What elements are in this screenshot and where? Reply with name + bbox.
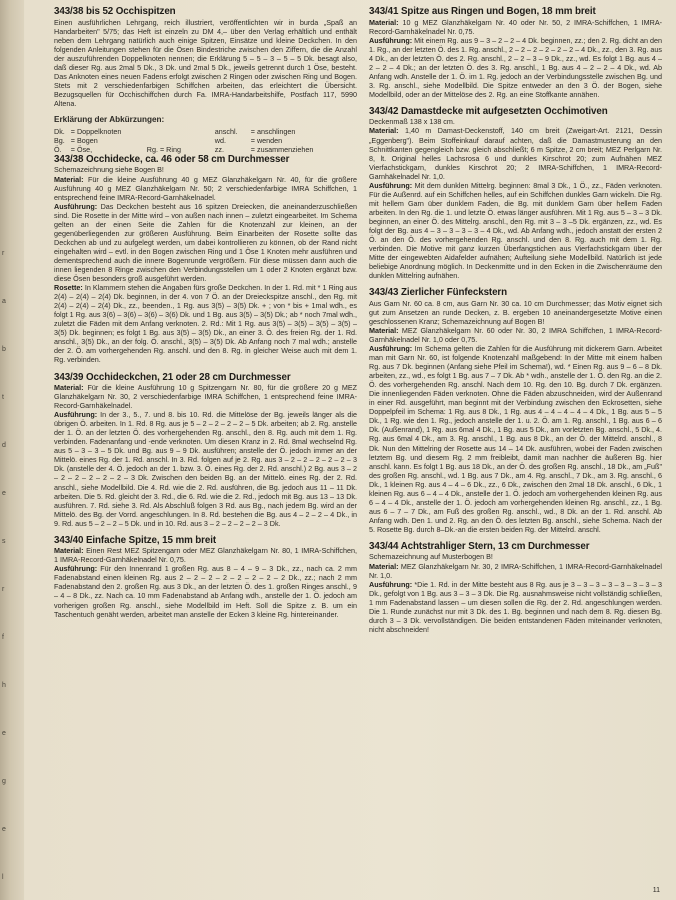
legend-meaning: = Doppelknoten [70, 126, 122, 136]
left-column [54, 6, 357, 886]
material-label: Material: [54, 174, 84, 184]
legend-abbr: anschl. [214, 126, 238, 136]
instructions-label: Ausführung: [54, 201, 98, 211]
gutter-mark: d [2, 442, 6, 449]
instructions-paragraph [54, 564, 357, 618]
gutter-mark: a [2, 298, 6, 305]
section-title: 343/39 Occhideckchen, 21 oder 28 cm Durchmesser [54, 371, 291, 383]
section-subtitle: Schemazeichnung auf Musterbogen B! [369, 552, 493, 562]
legend-abbr: Ö. [54, 144, 62, 154]
gutter-mark: g [2, 778, 6, 785]
legend-extra [147, 127, 215, 136]
gutter-mark: l [2, 874, 4, 881]
material-label: Material: [369, 126, 399, 136]
section-title: 343/42 Damastdecke mit aufgesetzten Occhimotiven [369, 105, 608, 117]
section-343-42 [369, 106, 662, 280]
rosette-paragraph [54, 283, 357, 364]
instructions-label: Ausführung: [369, 344, 413, 353]
rosette-text: In Klammern stehen die Angaben fürs große Deckchen. In der 1. Rd. mit * 1 Ring aus 2(4) – 2(4) – 2(4) Dk. beginnen, in der 4. von 7 Ö. an der Dreieckspitze anschl., den Rg. mit 2(4) – 2(4) – 2(4) Dk., zz., beenden., 1 Rg. aus 3(5) – 3(5) Dk. + ; von * bis + 1mal wdh., es folgt 1 Rg. aus 3(6) – 3(6) – 3(6) – 3(6) Dk. und 1 Bg. aus 3(5) – 3(5) Dk.; ab * noch 7mal wdh., zuletzt die Fäden mit dem Anfang verknoten. 2. Rd.: Mit 1 Rg. aus 3(5) – 3(5) – 3(5) – 3(5) – 3(5) Dk. beginnen; es folgt 1 Bg. aus 3(5) – 3(5) Dk., an einer 3. Ö. des freien Rg. der 1. Rd. anschl., 3(5) Dk., an der folg. Ö. anschl., 3(5) – 3(5) Dk. Ab Anfang noch 7 mal wdh.; anstelle der 2. Ö. am vorhergehenden Rg. anschl. und den 8. Rg. in gleicher Weise auch mit dem 1. Rg. verbinden. [54, 283, 357, 365]
legend-meaning: = anschlingen [250, 126, 296, 136]
section-subtitle: Aus Garn Nr. 60 ca. 8 cm, aus Garn Nr. 30 ca. 10 cm Durchmesser; das Motiv eignet sich gut zum Ansetzen an runde Decken, z. B. ergeben 10 aneinandergesetzte Motive einen geschlossenen Kranz; Schemazeichnung auf Bogen B! [369, 298, 662, 326]
section-title: 343/41 Spitze aus Ringen und Bogen, 18 mm breit [369, 6, 596, 17]
material-text: 10 g MEZ Glanzhäkelgarn Nr. 40 oder Nr. 50, 2 IMRA-Schiffchen, 1 IMRA-Record-Garnhäkelnadel Nr. 0,75. [369, 17, 662, 36]
legend-abbr: Dk. [54, 126, 65, 136]
instructions-label: Ausführung: [54, 410, 98, 420]
gutter-mark: e [2, 490, 6, 497]
material-text: Für die kleine Ausführung 40 g MEZ Glanzhäkelgarn Nr. 40, für die größere Ausführung 40 g MEZ Glanzhäkelgarn Nr. 50; 2 verschiedenfarbige IMRA Schiffchen, 1 entsprechend feine IMRA-Record-Garnhäkelnadel. [54, 174, 357, 202]
instructions-label: Ausführung: [369, 35, 413, 45]
legend-extra: Rg. = Ring [146, 144, 181, 154]
section-title: 343/44 Achtstrahliger Stern, 13 cm Durchmesser [369, 540, 590, 552]
abbreviations-legend [54, 115, 357, 154]
legend-row [54, 127, 319, 136]
instructions-text: Für den Innenrand 1 großen Rg. aus 8 – 4 – 9 – 3 Dk., zz., nach ca. 2 mm Fadenabstand einen kleinen Rg. aus 2 – 2 – 2 – 2 – 2 – 2 – 2 – 2 Dk., zz.; nach 2 mm Fadenabstand den 2. großen Rg. aus 3 Dk., an der letzten Ö. des 1. großen Ringes anschl., 9 – 4 – 8 Dk., zz. Nach ca. 10 mm Fadenabstand ab Anfang wdh., anstelle der 1. Ö. jedoch am vorherigen großen Rg. anschl., siehe Modellbild im Heft. Soll die Spitze z. B. um ein Taschentuch genäht werden, arbeitet man anstelle der Ecken 3 kleine Rg. hintereinander. [54, 564, 357, 619]
legend-meaning: = Bogen [70, 135, 98, 145]
material-paragraph [54, 175, 357, 202]
section-343-41 [369, 6, 662, 99]
material-paragraph [369, 126, 662, 180]
instructions-paragraph [369, 344, 662, 534]
instructions-paragraph [369, 36, 662, 99]
legend-row [54, 136, 319, 145]
instructions-label: Ausführung: [369, 579, 413, 589]
material-text: Einen Rest MEZ Spitzengarn oder MEZ Glanzhäkelgarn Nr. 80, 1 IMRA-Schiffchen, 1 IMRA-Record-Garnhäkelnadel Nr. 0,75. [54, 546, 357, 565]
material-paragraph [54, 546, 357, 564]
legend-meaning: = zusammenziehen [250, 144, 314, 154]
legend-abbr: zz. [214, 144, 224, 154]
instructions-label: Ausführung: [54, 564, 98, 574]
section-343-44 [369, 541, 662, 634]
intro-text: Einen ausführlichen Lehrgang, reich illustriert, veröffentlichten wir in burda „Spaß an Handarbeiten" 5/75; das Heft ist einzeln zu DM 4,– über den Verlag erhältlich und enthält neben dem Lehrgang natürlich auch einige Spitzen, Einsätze und kleine Deckchen. In den folgenden Anleitungen stehen für die Ösen Bindestriche zwischen den Ziffern, die die Anzahl der auszuführenden Doppelknoten nennen; die Erklärung 5 – 5 – 3 – 5 – 5 Dk. besagt also, daß dieser Rg. aus 2mal 5 Dk., 3 Dk. und 2mal 5 Dk., jeweils getrennt durch 1 Öse, besteht. Das Anknoten eines neuen Fadens erfolgt zwischen 2 Ringen oder zwischen Ring und Bogen. Stets mit 2 verschiedenfarbigen Schiffchen arbeiten, das erleichtert die Übersicht. Bezugsquellen für Occhischiffchen durch Fa. IMRA-Handarbeitshilfe, Postfach 117, 5990 Altena. [54, 17, 357, 108]
section-intro [54, 6, 357, 108]
legend-row [54, 145, 319, 154]
legend-abbr: wd. [214, 135, 226, 145]
material-paragraph [369, 18, 662, 36]
material-label: Material: [369, 325, 399, 335]
section-title: 343/38 Occhidecke, ca. 46 oder 58 cm Durchmesser [54, 153, 290, 165]
section-343-39 [54, 372, 357, 528]
legend-meaning: = wenden [250, 135, 283, 145]
right-column [369, 6, 662, 886]
material-label: Material: [369, 561, 399, 571]
instructions-text: Im Schema gelten die Zahlen für die Ausführung mit dickerem Garn. Arbeitet man mit Garn Nr. 60, ist folgende Knotenzahl maßgebend: In der Mitte mit einem halben Rg. aus 7 Dk. beginnen (Anfang siehe Pfeil im Schema!), wd. * Einen Rg. aus 9 – 6 – 8 Dk. arbeiten, zz., wd., es folgt 1 Bg. aus 7 – 7 Dk. Ab * wdh., anstelle der 1. Ö. den Rg. an die 2. Ö. des vorhergehenden Rg. anschl. Nach dem 10. Rg. den 10. Bg. durch 7 Dk. ergänzen. Die innenliegenden Fäden verknoten. Ohne die Fäden abzuschneiden, wird der Außenrand in einer Rd. ausgeführt, man beginnt mit der Verbindung zwischen den Eckrosetten, siehe Doppelpfeil im Schema: 1 Rg. aus 8 Dk., 1 Rg. aus 4 – 4 – 4 – 4 – 4 Dk., 1 Bg. aus 5 – 5 Dk., 1 Rg. wie den 1. Rg., jedoch anstelle der 1. u. 2. Ö. am 1. Rg. anschl., 1 Bg. aus 6 – 6 Dk. (Außenrand), 1 Rg. aus 6mal 4 Dk., 1 Bg. aus 5 Dk., am vorletzten Bg. anschl., 5 Dk., 4. Rg. aus 6mal 4 Dk., am 3. Rg. anschl., 1 Bg. aus 8 Dk., an der Ö. der Mittelrd. anschl., 8 Dk. Nun den Mittelring der Rosette aus 14 – 14 Dk. ausführen, wobei der Faden zwischen letztem Bg. und diesem Rg. 2 mm freibleibt, damit man nachher die äußeren Bg. hier anschl. kann. Es folgt 1 Bg. aus 18 Dk., an der Ö. des großen Rg. anschl., 18 Dk., am „Fuß" des großen Rg. anschl., wd. 1 Bg. aus 7 Dk., am 4. Rg. anschl., 7 Dk., am 3. Rg. anschl., 6 Dk., 1 kleinen Rg. aus 4 – 4 – 6 Dk., zz., 6 Dk., zwischen den 2mal 18 Dk. anschl., 6 Dk., 1 kleinen Rg. aus 6 – 4 – 4 Dk., anstelle der 1. Ö. jedoch am vorhergehenden kleinen Rg. aus 6 – 4 – 4 Dk., anstelle der 1. Ö. jedoch am vorhergehenden kleinen Rg. anschl., zz., 1 Bg. aus 6 – 7 – 7 Dk., am Fuß des großen Rg. anschl., wd., 8 Dk. an der 1. Rd. anschl. Ab Anfang wdh. Den 1. und 2. Rg. an den Ö. des letzten Bg. anschl., siehe Schema. Nach der 5. Rosette Bg. durch 8–Dk.-an die ersten beiden Rg. der Mittelrd. anschl. [369, 344, 662, 534]
gutter-mark: h [2, 682, 6, 689]
gutter-mark: f [2, 634, 4, 641]
section-343-43 [369, 287, 662, 534]
page-number: 11 [652, 887, 660, 894]
material-label: Material: [54, 546, 84, 556]
section-title: 343/43 Zierlicher Fünfeckstern [369, 287, 508, 299]
material-paragraph [369, 562, 662, 580]
legend-meaning: = Öse, [70, 144, 93, 154]
section-343-38 [54, 154, 357, 365]
gutter-mark: e [2, 826, 6, 833]
gutter-mark: r [2, 586, 5, 593]
section-subtitle: Deckenmaß 138 x 138 cm. [369, 117, 455, 127]
instructions-paragraph [369, 580, 662, 634]
gutter-mark: e [2, 730, 6, 737]
instructions-label: Ausführung: [369, 180, 413, 190]
section-title: 343/40 Einfache Spitze, 15 mm breit [54, 534, 217, 546]
legend-table [54, 127, 319, 154]
gutter-mark: s [2, 538, 6, 545]
material-text: MEZ Glanzhäkelgarn Nr. 30, 2 IMRA-Schiffchen, 1 IMRA-Record-Garnhäkelnadel Nr. 1,0. [369, 561, 662, 580]
legend-title: Erklärung der Abkürzungen: [54, 114, 165, 124]
rosette-label: Rosette: [54, 283, 83, 293]
instructions-paragraph [54, 410, 357, 528]
material-paragraph [54, 383, 357, 410]
instructions-paragraph [54, 202, 357, 283]
material-text: Für die kleine Ausführung 10 g Spitzengarn Nr. 80, für die größere 20 g MEZ Glanzhäkelgarn Nr. 30, 2 verschiedenfarbige IMRA Schiffchen, 1 entsprechend feine IMRA-Record-Garnhäkelnadel. [54, 383, 357, 411]
material-label: Material: [369, 17, 399, 27]
legend-extra [147, 136, 215, 145]
gutter-mark: b [2, 346, 6, 353]
instructions-text: In der 3., 5., 7. und 8. bis 10. Rd. die Mittelöse der Bg. jeweils länger als die übrigen Ö. arbeiten. In 1. Rd. 8 Rg. aus je 5 – 2 – 2 – 2 – 2 – 5 Dk. arbeiten; ab 2. Rg. anstelle der 1. Ö. an der letzten Ö. des vorhergehenden Rg. anschl., den 8. Rg. auch mit dem 1. Rg. verbinden. Fadenanfang und -ende verknoten. Um diesen Kranz in 2. Rd. 8mal wechselnd Rg. aus 5 – 3 – 3 – 5 Dk. und Bg. aus 9 – 9 Dk. ausführen; anstelle der Ö. jedoch immer an der Mittelö. eines Rg. der 1. Rd. anschl. In 3. Rd. folgen auf je 2. Rg. aus 3 – 2 – 2 – 2 – 2 – 2 – 3 Dk. (anstelle der 4. Ö. jedoch an der 1. bzw. 3. Ö. eines Rg. der 2. Rd. anschl.) 2 Bg. aus 3 – 2 – 2 – 2 – 2 – 2 – 2 – 3 Dk. Zwischen den beiden Bg. an der Mittelö. eines Rg. der 2. Rd. anschl., siehe Modellbild. Die 4. Rd. wie die 2. Rd. ausführen, die Bg. jedoch aus 11 – 11 Dk. arbeiten. Die 5. Rd. gleicht der 3. Rd., die 6. Rd. wie die 2. Rd., jedoch mit Bg. aus 13 – 13 Dk. ausführen. 7. Rd. siehe 3. Rd. Als Abschluß folgen 3 Rd. aus Bg., nach jedem Bg. wird an der Mittelö. des Bg. der Vorrd. angeschlungen. In 8. Rd. bestehen die Bg. aus 4 – 2 – 2 – 4 Dk., in 9. Rd. aus 5 – 2 – 2 – 5 Dk. und in 10. Rd. aus 3 – 2 – 2 – 2 – 2 – 3 Dk. [54, 410, 357, 528]
instructions-paragraph [369, 181, 662, 281]
material-text: MEZ Glanzhäkelgarn Nr. 60 oder Nr. 30, 2 IMRA Schiffchen, 1 IMRA-Record-Garnhäkelnadel Nr. 1,0 oder 0,75. [369, 325, 662, 344]
page-gutter [0, 0, 24, 900]
legend-abbr: Bg. [54, 135, 65, 145]
section-343-40 [54, 535, 357, 619]
gutter-mark: r [2, 250, 5, 257]
material-text: 1,40 m Damast-Deckenstoff, 140 cm breit (Zweigart-Art. 2121, Dessin „Eggenberg"). Beim Stoffeinkauf darauf achten, daß die Damastmusterung an den Schnittkanten gegengleich bzw. gleich abschließt; 6 m Spitze, 2 cm breit; MEZ Perlgarn Nr. 8, lt. Original helles Lachsrosa 6 und dunkles Kirschrot 20; zum Aufnähen MEZ Vierfachstickgarn, dunkles Kirschrot 20; 2 IMRA-Schiffchen, 1 IMRA-Record-Garnhäkelnadel Nr. 1,0. [369, 126, 662, 181]
gutter-mark: t [2, 394, 4, 401]
section-subtitle: Schemazeichnung siehe Bogen B! [54, 165, 164, 175]
instructions-text: Das Deckchen besteht aus 16 spitzen Dreiecken, die aneinanderzuschließen sind. Die Rosette in der Mitte wird – von außen nach innen – zuletzt eingearbeitet. Im Schema gelten an der einen Seite die Zahlen für die Knotenzahl zur kleinen, an der gegenüberliegenden zur größeren Ausführung. Beim Einarbeiten der Rosette sollte das Deckchen ab und zu aufgelegt werden, um dabei kontrollieren zu können, ob der Rand nicht eingehalten wird – evtl. in den Bogen zwischen Ring und 1 Öse 1 Knoten mehr ausführen und dementsprechend auch die innere Bogenrunde vergrößern. Für diese müssen dann auch die innen liegenden 8 Ringe zwischen den Verbindungsstellen um 1 oder 2 Knoten ergänzt bzw. diese Ösen besonders groß ausgeführt werden. [54, 201, 357, 284]
instructions-text: Mit dem dunklen Mittelrg. beginnen: 8mal 3 Dk., 1 Ö., zz., Fäden verknoten. Für die Außenrd. auf ein Schiffchen helles, auf ein Schiffchen dunkles Garn wickeln. Die Rg. mit hellem Garn über dunklem Faden, die Bg. mit dunklem Garn über hellem Faden arbeiten. In den Rg. die 1. und letzte Ö. etwas länger ausführen. Mit 1 Rg. aus 5 – 3 – 3 Dk. beginnen, an einer Ö. des Mittelrg. anschl., den Rg. mit 3 – 3 –5 Dk. ergänzen, zz., wd. Es folgt der Bg. aus 4 – 3 – 3 – 3 – 3 – 4 Dk., wd. Ab Anfang wdh., jedoch anstatt der ersten 2 Ö. an den Ö. des vorhergehenden Rg. anschl. und den 8. Rg. auch mit dem 1. Rg. verbinden. Die Motive mit ganz kurzen Überfangstichen aus Vierfachstickgarn über der Mitte der eingewebten Aidafelder aufnähen; Aufteilung siehe Modellbild. Natürlich ist jede beliebige Anordnung möglich. In Deckenmitte und in den Ecken in die Zwischenräume den dunklen Mittelring aufnähen. [369, 180, 662, 281]
instructions-text: Mit einem Rg. aus 9 – 3 – 2 – 2 – 4 Dk. beginnen, zz.; den 2. Rg. dicht an den 1. Rg., an der letzten Ö. des 1. Rg. anschl., 2 – 2 – 2 – 2 – 2 – 2 – 4 Dk., zz., den 3. Rg. aus 4 Dk., an der letzten Ö. des 2. Rg. anschl., 2 – 2 – 3 – 9 Dk., zz., wd. Es folgt 1 Bg. aus 4 – 2 – 2 – 4 Dk.; an der letzten Ö. des 3. Rg. anschl., 1 Bg. aus 4 – 2 – 2 – 4 Dk., wd. Ab Anfang wdh. Anstelle der 1. Ö. im 1. Rg. jedoch an der Verbindungsstelle zwischen Bg. und 3. Rg. anschl., siehe Modellbild. Die Spitze entweder an den 3 Ö. der Bogen, siehe Modellbild, oder an der Mittelöse des 2. Rg. an eine Stoffkante annähen. [369, 35, 662, 99]
intro-title: 343/38 bis 52 Occhispitzen [54, 6, 176, 17]
material-label: Material: [54, 383, 84, 392]
instructions-text: *Die 1. Rd. in der Mitte besteht aus 8 Rg. aus je 3 – 3 – 3 – 3 – 3 – 3 – 3 – 3 Dk., gefolgt von 1 Bg. aus 3 – 3 – 3 Dk. Die Rg. ausnahmsweise nicht vollständig schließen, 1 mm Fadenabstand lassen – um diesen sollen die Rg. der 2. Rd. angeschlungen werden. Die 1. Runde zunächst nur mit 3 Dk. des 1. Bg. beginnen und nach dem 8. Rg. diesen Bg. durch 3 – 3 Dk. vervollständigen. Die beiden entstandenen Fäden miteinander verknoten, nicht abschneiden! [369, 579, 662, 634]
material-paragraph [369, 326, 662, 344]
